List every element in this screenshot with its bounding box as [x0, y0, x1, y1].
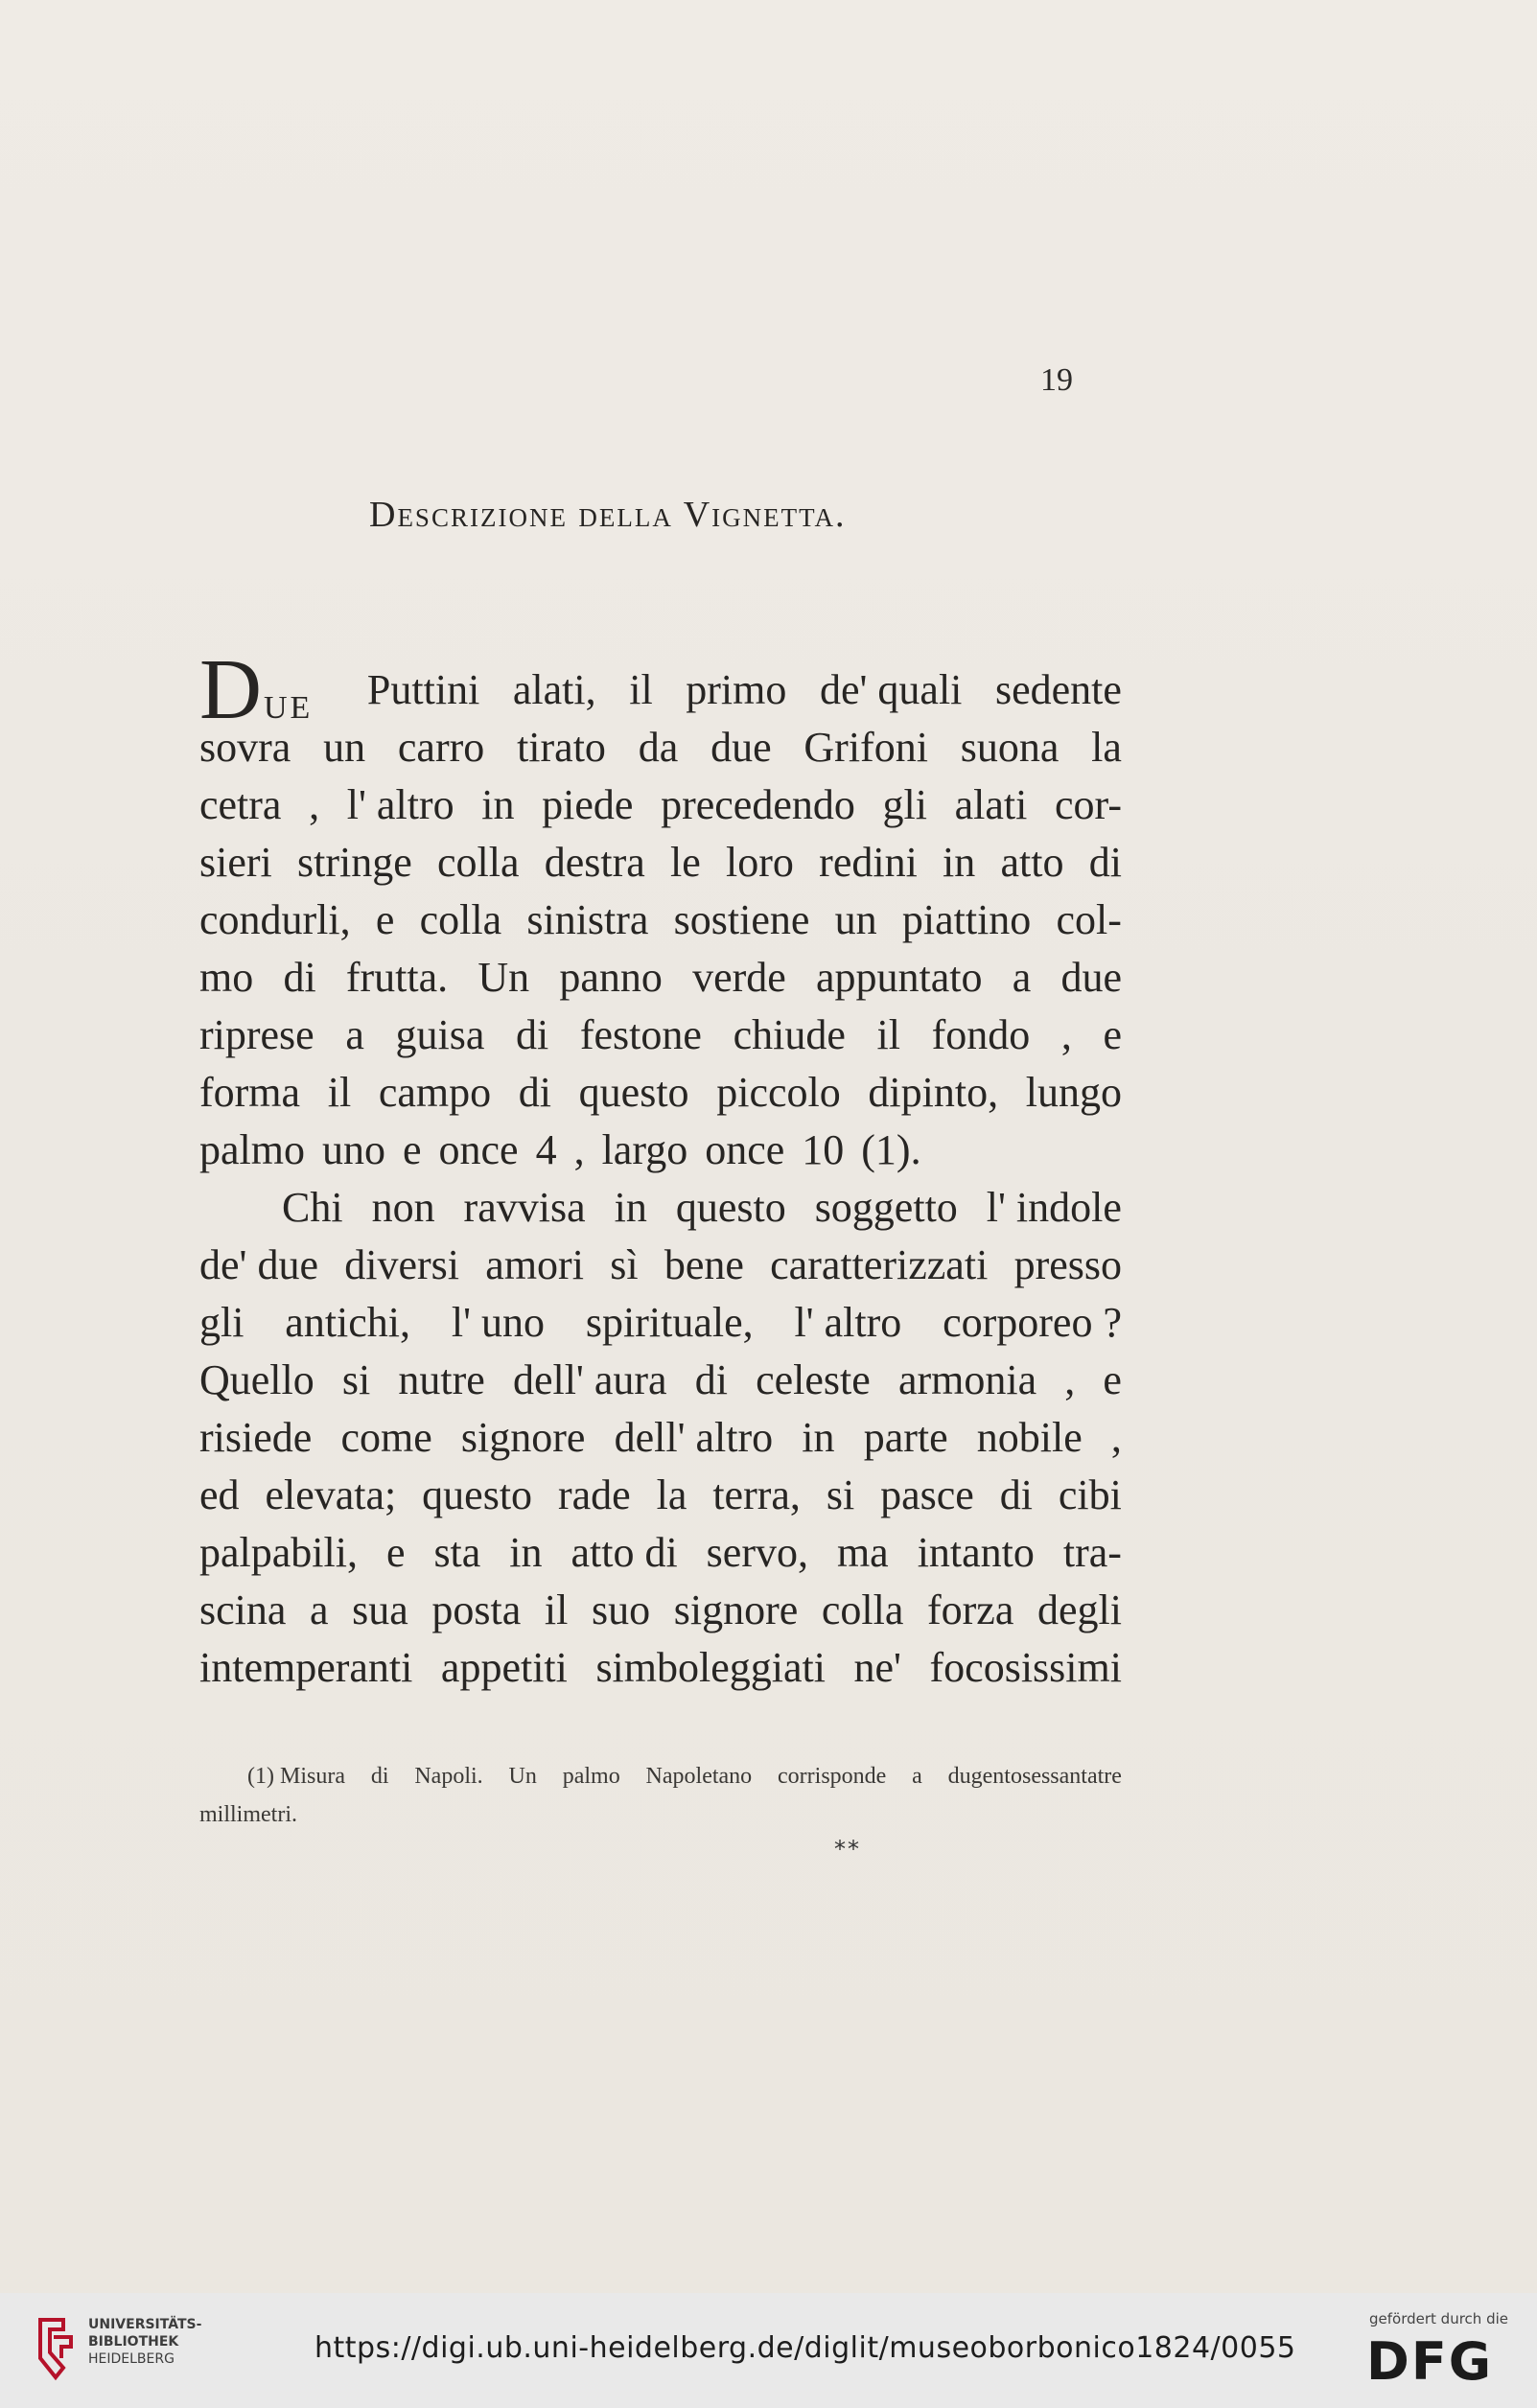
word: Quello: [199, 1356, 314, 1403]
text-line: [199, 1237, 1122, 1294]
word: il: [876, 1011, 900, 1058]
word: a: [310, 1586, 329, 1633]
page-heading: Descrizione della Vignetta.: [369, 495, 847, 535]
text-line: [199, 642, 1122, 737]
footnote-word: dugentosessantatre: [947, 1764, 1122, 1789]
word: in: [802, 1414, 835, 1461]
word: di: [516, 1011, 549, 1058]
word: come: [340, 1414, 432, 1461]
word: e: [1103, 1356, 1122, 1403]
word: sostiene: [673, 896, 810, 943]
word: mo: [199, 954, 254, 1001]
word: sua: [352, 1586, 408, 1633]
word: ,: [309, 781, 320, 828]
word: colla: [821, 1586, 904, 1633]
word: soggetto: [814, 1184, 958, 1231]
word: armonia: [897, 1356, 1037, 1403]
word: da: [638, 724, 679, 771]
word: intanto: [917, 1529, 1035, 1576]
word: si: [341, 1356, 371, 1403]
word: a: [345, 1011, 364, 1058]
paragraph-2: [199, 1179, 1122, 1697]
word: spirituale,: [585, 1299, 754, 1346]
word: il: [327, 1069, 352, 1116]
word: la: [1091, 724, 1122, 771]
word: terra,: [712, 1471, 801, 1518]
word: riprese: [199, 1011, 314, 1058]
word: questo: [675, 1184, 786, 1231]
word: ,: [573, 1126, 585, 1173]
word: Chi: [282, 1184, 343, 1231]
footnote-line-1: [199, 1757, 1122, 1795]
word: chiude: [733, 1011, 846, 1058]
word: questo: [422, 1471, 533, 1518]
word: verde: [692, 954, 786, 1001]
word: palpabili,: [199, 1529, 358, 1576]
text-line: [199, 1352, 1122, 1409]
word: destra: [544, 839, 645, 886]
word: forza: [926, 1586, 1014, 1633]
word: suo: [591, 1586, 651, 1633]
word: dell' aura: [512, 1356, 667, 1403]
word: panno: [559, 954, 663, 1001]
text-line: [199, 1007, 1122, 1064]
word: alati: [954, 781, 1028, 828]
word: simboleggiati: [595, 1644, 826, 1691]
word: e: [385, 1529, 406, 1576]
word: e: [375, 896, 395, 943]
word: condurli,: [199, 896, 351, 943]
word: questo: [578, 1069, 689, 1116]
word: lungo: [1025, 1069, 1122, 1116]
word: focosissimi: [929, 1644, 1122, 1691]
library-name: [88, 2316, 201, 2368]
word: nutre: [398, 1356, 485, 1403]
word: appetiti: [440, 1644, 568, 1691]
word: di: [1088, 839, 1122, 886]
word: cibi: [1058, 1471, 1122, 1518]
word: Grifoni: [803, 724, 928, 771]
word: caratterizzati: [770, 1241, 989, 1288]
footnote-word: (1) Misura: [247, 1764, 345, 1789]
library-name-line-1: UNIVERSITÄTS-: [88, 2317, 202, 2332]
library-name-line-3: HEIDELBERG: [88, 2351, 175, 2367]
word: once: [705, 1126, 785, 1173]
footnote-word: palmo: [562, 1764, 620, 1789]
text-line: [199, 834, 1122, 891]
word: antichi,: [285, 1299, 411, 1346]
word: si: [826, 1471, 855, 1518]
word: col-: [1056, 896, 1122, 943]
word: redini: [819, 839, 918, 886]
word: de' due: [199, 1241, 318, 1288]
text-line: [199, 1467, 1122, 1524]
word: ed: [199, 1471, 240, 1518]
viewer-footer: [0, 2293, 1537, 2408]
word: sì: [610, 1241, 639, 1288]
word: il: [629, 666, 653, 713]
word: largo: [601, 1126, 688, 1173]
word: sedente: [995, 666, 1122, 713]
word: de' quali: [819, 666, 963, 713]
word: due: [1060, 954, 1122, 1001]
word: festone: [579, 1011, 702, 1058]
word: sovra: [199, 724, 291, 771]
word: atto: [1000, 839, 1064, 886]
word: sta: [433, 1529, 481, 1576]
word: gli: [882, 781, 927, 828]
word: risiede: [199, 1414, 313, 1461]
word: presso: [1013, 1241, 1122, 1288]
word: colla: [437, 839, 520, 886]
word: degli: [1036, 1586, 1122, 1633]
word: fondo: [931, 1011, 1031, 1058]
word: l' altro: [346, 781, 454, 828]
word: precedendo: [661, 781, 855, 828]
word: le: [670, 839, 701, 886]
word: guisa: [395, 1011, 485, 1058]
drop-cap: D: [199, 642, 262, 737]
word: Un: [477, 954, 530, 1001]
text-line: [199, 776, 1122, 834]
word: dipinto,: [868, 1069, 999, 1116]
word: e: [402, 1126, 422, 1173]
word: di: [283, 954, 316, 1001]
word: pasce: [880, 1471, 974, 1518]
drop-cap-rest: UE: [264, 690, 314, 726]
body-text: [199, 642, 1122, 1697]
footnote-word: Un: [508, 1764, 537, 1789]
word: sieri: [199, 839, 272, 886]
signature-mark: **: [834, 1836, 861, 1863]
word: forma: [199, 1069, 301, 1116]
footnote-word: di: [370, 1764, 389, 1789]
text-line: [199, 1409, 1122, 1467]
word: sinistra: [526, 896, 649, 943]
text-line: [199, 891, 1122, 949]
paragraph-1: [199, 642, 1122, 1179]
word: celeste: [756, 1356, 871, 1403]
drop-cap-word: [199, 642, 334, 737]
footnote: [199, 1757, 1122, 1834]
word: amori: [485, 1241, 584, 1288]
word: Puttini: [366, 666, 480, 713]
word: un: [834, 896, 877, 943]
library-name-line-2: BIBLIOTHEK: [88, 2334, 179, 2350]
word: signore: [673, 1586, 799, 1633]
word: in: [614, 1184, 647, 1231]
footnote-word: corrisponde: [778, 1764, 887, 1789]
word: uno: [321, 1126, 385, 1173]
word: signore: [460, 1414, 586, 1461]
word: parte: [863, 1414, 948, 1461]
word: in: [943, 839, 976, 886]
dfg-logo: DFG: [1366, 2331, 1494, 2392]
word: a: [1012, 954, 1032, 1001]
word: posta: [431, 1586, 522, 1633]
word: primo: [686, 666, 787, 713]
word: di: [694, 1356, 728, 1403]
word: servo,: [706, 1529, 808, 1576]
word: il: [544, 1586, 569, 1633]
word: dell' altro: [614, 1414, 774, 1461]
word: carro: [397, 724, 485, 771]
word: cor-: [1055, 781, 1122, 828]
text-line: [199, 719, 1122, 776]
word: elevata;: [265, 1471, 397, 1518]
word: 4: [535, 1126, 557, 1173]
word: suona: [960, 724, 1060, 771]
word: di: [999, 1471, 1033, 1518]
word: diversi: [344, 1241, 460, 1288]
word: campo: [378, 1069, 492, 1116]
word: tra-: [1062, 1529, 1122, 1576]
text-line: [199, 1294, 1122, 1352]
footnote-word: Napoletano: [645, 1764, 753, 1789]
word: nobile: [976, 1414, 1083, 1461]
word: stringe: [297, 839, 412, 886]
word: la: [656, 1471, 687, 1518]
text-line: [199, 1524, 1122, 1582]
word: l' altro: [794, 1299, 902, 1346]
word: ma: [836, 1529, 889, 1576]
word: rade: [557, 1471, 631, 1518]
text-line: [199, 949, 1122, 1007]
permalink-url[interactable]: https://digi.ub.uni-heidelberg.de/diglit/museoborbonico1824/0055: [314, 2331, 1296, 2365]
footnote-line-2: millimetri.: [199, 1802, 297, 1827]
word: e: [1103, 1011, 1122, 1058]
word: cetra: [199, 781, 282, 828]
word: ne': [853, 1644, 901, 1691]
word: colla: [419, 896, 502, 943]
word: gli: [199, 1299, 245, 1346]
word: in: [481, 781, 515, 828]
word: ,: [1110, 1414, 1122, 1461]
word: piede: [542, 781, 634, 828]
text-line: [199, 1582, 1122, 1639]
text-line: [199, 1122, 1122, 1179]
word: (1).: [861, 1126, 921, 1173]
word: piattino: [901, 896, 1032, 943]
word: intemperanti: [199, 1644, 413, 1691]
word: corporeo ?: [943, 1299, 1122, 1346]
word: bene: [664, 1241, 744, 1288]
word: due: [710, 724, 772, 771]
word: piccolo: [716, 1069, 841, 1116]
word: atto di: [571, 1529, 678, 1576]
word: appuntato: [816, 954, 983, 1001]
footnote-word: Napoli.: [414, 1764, 483, 1789]
funded-by-label: gefördert durch die: [1369, 2310, 1508, 2327]
text-line: [199, 1064, 1122, 1122]
word: ,: [1064, 1356, 1076, 1403]
word: ravvisa: [463, 1184, 586, 1231]
university-library-logo-icon: [35, 2314, 77, 2385]
word: loro: [726, 839, 794, 886]
page-number: 19: [1040, 362, 1073, 398]
word: frutta.: [345, 954, 449, 1001]
text-line: [199, 1179, 1122, 1237]
word: alati,: [512, 666, 596, 713]
word: ,: [1060, 1011, 1072, 1058]
word: 10: [802, 1126, 845, 1173]
footnote-word: a: [912, 1764, 922, 1789]
word: l' uno: [451, 1299, 546, 1346]
word: scina: [199, 1586, 287, 1633]
word: in: [509, 1529, 543, 1576]
word: di: [518, 1069, 552, 1116]
word: palmo: [199, 1126, 305, 1173]
text-line: [199, 1639, 1122, 1697]
word: l' indole: [986, 1184, 1122, 1231]
word: tirato: [517, 724, 606, 771]
word: un: [323, 724, 366, 771]
word: once: [438, 1126, 519, 1173]
word: non: [371, 1184, 435, 1231]
